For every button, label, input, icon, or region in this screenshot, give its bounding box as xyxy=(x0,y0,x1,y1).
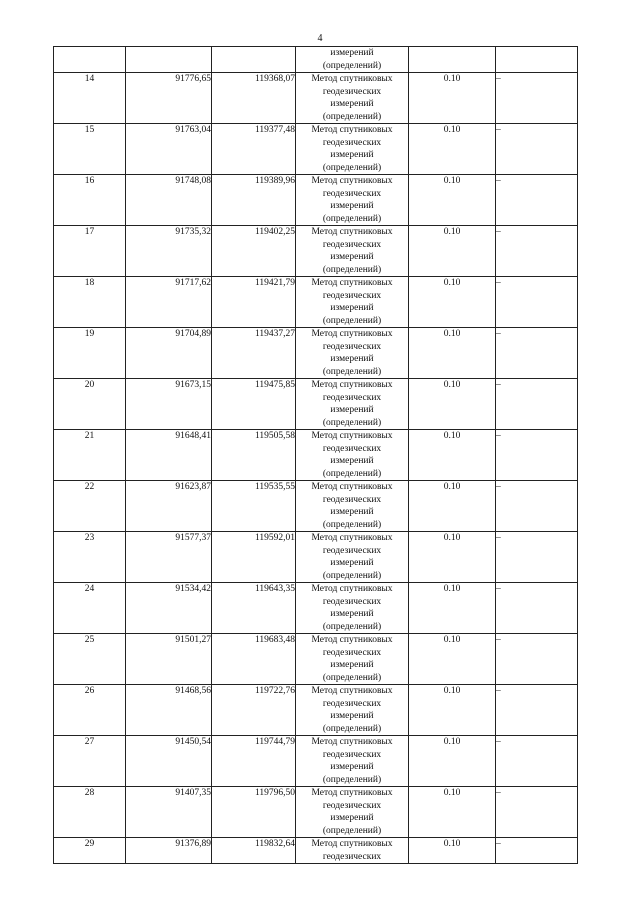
method-line: геодезических xyxy=(322,392,382,403)
table-row xyxy=(54,787,578,838)
cell-y: 119592,01 xyxy=(212,532,296,583)
cell-num: 25 xyxy=(54,634,126,685)
method-line: геодезических xyxy=(322,341,382,352)
method-line: (определений) xyxy=(322,111,382,122)
table-row xyxy=(54,736,578,787)
cell-num: 17 xyxy=(54,226,126,277)
cell-note: – xyxy=(496,838,578,864)
method-line: Метод спутниковых xyxy=(311,584,393,594)
cell-x: 91748,08 xyxy=(126,175,212,226)
coordinates-table xyxy=(53,46,578,864)
cell-method xyxy=(296,838,409,864)
method-line: (определений) xyxy=(322,468,382,479)
table-row xyxy=(54,685,578,736)
cell-accuracy: 0.10 xyxy=(409,124,496,175)
cell-y: 119389,96 xyxy=(212,175,296,226)
method-line: измерений xyxy=(330,762,374,772)
cell-method xyxy=(296,532,409,583)
method-line: геодезических xyxy=(322,800,382,811)
method-line: Метод спутниковых xyxy=(311,125,393,135)
method-line: (определений) xyxy=(322,825,382,836)
method-line: (определений) xyxy=(322,366,382,377)
method-line: (определений) xyxy=(322,162,382,173)
cell-accuracy: 0.10 xyxy=(409,379,496,430)
method-line: (определений) xyxy=(322,672,382,683)
cell-x: 91648,41 xyxy=(126,430,212,481)
cell-x: 91407,35 xyxy=(126,787,212,838)
cell-num: 14 xyxy=(54,73,126,124)
cell-x: 91577,37 xyxy=(126,532,212,583)
cell-method xyxy=(296,379,409,430)
method-line: (определений) xyxy=(322,315,382,326)
table-row xyxy=(54,226,578,277)
cell-y: 119437,27 xyxy=(212,328,296,379)
cell-num: 24 xyxy=(54,583,126,634)
method-line: геодезических xyxy=(322,290,382,301)
cell-method xyxy=(296,226,409,277)
cell-num xyxy=(54,47,126,73)
cell-y: 119535,55 xyxy=(212,481,296,532)
method-line: (определений) xyxy=(322,264,382,275)
method-line: (определений) xyxy=(322,417,382,428)
cell-accuracy: 0.10 xyxy=(409,583,496,634)
cell-x: 91717,62 xyxy=(126,277,212,328)
cell-num: 21 xyxy=(54,430,126,481)
method-line: (определений) xyxy=(322,774,382,785)
method-line: измерений xyxy=(330,303,374,313)
cell-method xyxy=(296,277,409,328)
cell-note: – xyxy=(496,787,578,838)
cell-num: 19 xyxy=(54,328,126,379)
method-line: измерений xyxy=(330,150,374,160)
method-line: геодезических xyxy=(322,137,382,148)
method-line: геодезических xyxy=(322,749,382,760)
cell-x: 91673,15 xyxy=(126,379,212,430)
method-line: Метод спутниковых xyxy=(311,686,393,696)
method-line: измерений xyxy=(330,99,374,109)
cell-x: 91776,65 xyxy=(126,73,212,124)
cell-num: 16 xyxy=(54,175,126,226)
method-line: Метод спутниковых xyxy=(311,635,393,645)
method-line: Метод спутниковых xyxy=(311,482,393,492)
method-line: геодезических xyxy=(322,545,382,556)
method-line: измерений xyxy=(330,48,374,58)
cell-x: 91623,87 xyxy=(126,481,212,532)
cell-y: 119421,79 xyxy=(212,277,296,328)
cell-y: 119744,79 xyxy=(212,736,296,787)
cell-x: 91450,54 xyxy=(126,736,212,787)
table-row xyxy=(54,124,578,175)
cell-num: 22 xyxy=(54,481,126,532)
method-line: (определений) xyxy=(322,723,382,734)
method-line: Метод спутниковых xyxy=(311,227,393,237)
cell-method xyxy=(296,328,409,379)
method-line: геодезических xyxy=(322,698,382,709)
cell-note: – xyxy=(496,277,578,328)
method-line: измерений xyxy=(330,201,374,211)
cell-note: – xyxy=(496,328,578,379)
cell-num: 18 xyxy=(54,277,126,328)
table-row xyxy=(54,634,578,685)
method-line: измерений xyxy=(330,252,374,262)
cell-note: – xyxy=(496,379,578,430)
page-number: 4 xyxy=(317,33,323,44)
cell-note: – xyxy=(496,73,578,124)
cell-y: 119475,85 xyxy=(212,379,296,430)
cell-note: – xyxy=(496,124,578,175)
method-line: геодезических xyxy=(322,494,382,505)
method-line: измерений xyxy=(330,405,374,415)
cell-note: – xyxy=(496,481,578,532)
table-row xyxy=(54,481,578,532)
cell-accuracy: 0.10 xyxy=(409,481,496,532)
cell-method xyxy=(296,175,409,226)
cell-accuracy: 0.10 xyxy=(409,175,496,226)
method-line: геодезических xyxy=(322,86,382,97)
table-row xyxy=(54,277,578,328)
cell-num: 27 xyxy=(54,736,126,787)
cell-x xyxy=(126,47,212,73)
table-row xyxy=(54,430,578,481)
method-line: Метод спутниковых xyxy=(311,839,393,849)
cell-method xyxy=(296,73,409,124)
cell-note: – xyxy=(496,175,578,226)
method-line: измерений xyxy=(330,558,374,568)
table-row xyxy=(54,73,578,124)
cell-num: 15 xyxy=(54,124,126,175)
cell-num: 23 xyxy=(54,532,126,583)
cell-method xyxy=(296,634,409,685)
table-row xyxy=(54,532,578,583)
cell-method xyxy=(296,47,409,73)
cell-accuracy: 0.10 xyxy=(409,430,496,481)
cell-accuracy: 0.10 xyxy=(409,634,496,685)
method-line: Метод спутниковых xyxy=(311,533,393,543)
table-row xyxy=(54,838,578,864)
cell-x: 91735,32 xyxy=(126,226,212,277)
cell-accuracy xyxy=(409,47,496,73)
cell-accuracy: 0.10 xyxy=(409,277,496,328)
cell-x: 91376,89 xyxy=(126,838,212,864)
cell-accuracy: 0.10 xyxy=(409,787,496,838)
cell-y: 119402,25 xyxy=(212,226,296,277)
cell-accuracy: 0.10 xyxy=(409,73,496,124)
method-line: (определений) xyxy=(322,60,382,71)
cell-num: 28 xyxy=(54,787,126,838)
cell-note: – xyxy=(496,226,578,277)
cell-num: 29 xyxy=(54,838,126,864)
cell-y: 119796,50 xyxy=(212,787,296,838)
cell-y: 119683,48 xyxy=(212,634,296,685)
cell-accuracy: 0.10 xyxy=(409,736,496,787)
table-row xyxy=(54,175,578,226)
method-line: геодезических xyxy=(322,443,382,454)
cell-num: 20 xyxy=(54,379,126,430)
cell-accuracy: 0.10 xyxy=(409,685,496,736)
cell-y: 119368,07 xyxy=(212,73,296,124)
cell-note: – xyxy=(496,634,578,685)
cell-method xyxy=(296,685,409,736)
cell-note: – xyxy=(496,430,578,481)
cell-y xyxy=(212,47,296,73)
cell-method xyxy=(296,583,409,634)
cell-method xyxy=(296,124,409,175)
method-line: измерений xyxy=(330,609,374,619)
method-line: (определений) xyxy=(322,519,382,530)
cell-method xyxy=(296,430,409,481)
method-line: Метод спутниковых xyxy=(311,278,393,288)
cell-x: 91501,27 xyxy=(126,634,212,685)
table-row xyxy=(54,379,578,430)
cell-x: 91534,42 xyxy=(126,583,212,634)
method-line: (определений) xyxy=(322,213,382,224)
method-line: геодезических xyxy=(322,851,382,862)
cell-y: 119832,64 xyxy=(212,838,296,864)
method-line: Метод спутниковых xyxy=(311,788,393,798)
cell-x: 91763,04 xyxy=(126,124,212,175)
cell-note: – xyxy=(496,583,578,634)
cell-y: 119377,48 xyxy=(212,124,296,175)
method-line: Метод спутниковых xyxy=(311,431,393,441)
cell-note: – xyxy=(496,532,578,583)
method-line: геодезических xyxy=(322,647,382,658)
method-line: Метод спутниковых xyxy=(311,737,393,747)
cell-y: 119505,58 xyxy=(212,430,296,481)
table-row-continuation xyxy=(54,47,578,73)
method-line: геодезических xyxy=(322,239,382,250)
method-line: (определений) xyxy=(322,570,382,581)
cell-accuracy: 0.10 xyxy=(409,532,496,583)
cell-method xyxy=(296,787,409,838)
method-line: Метод спутниковых xyxy=(311,380,393,390)
method-line: измерений xyxy=(330,507,374,517)
method-line: измерений xyxy=(330,813,374,823)
cell-note xyxy=(496,47,578,73)
cell-method xyxy=(296,736,409,787)
cell-accuracy: 0.10 xyxy=(409,328,496,379)
method-line: измерений xyxy=(330,354,374,364)
cell-accuracy: 0.10 xyxy=(409,838,496,864)
cell-num: 26 xyxy=(54,685,126,736)
method-line: Метод спутниковых xyxy=(311,176,393,186)
cell-note: – xyxy=(496,736,578,787)
cell-accuracy: 0.10 xyxy=(409,226,496,277)
method-line: измерений xyxy=(330,456,374,466)
cell-y: 119643,35 xyxy=(212,583,296,634)
method-line: геодезических xyxy=(322,188,382,199)
cell-y: 119722,76 xyxy=(212,685,296,736)
method-line: измерений xyxy=(330,711,374,721)
method-line: геодезических xyxy=(322,596,382,607)
cell-x: 91468,56 xyxy=(126,685,212,736)
cell-x: 91704,89 xyxy=(126,328,212,379)
method-line: (определений) xyxy=(322,621,382,632)
table-row xyxy=(54,328,578,379)
method-line: Метод спутниковых xyxy=(311,74,393,84)
table-row xyxy=(54,583,578,634)
method-line: Метод спутниковых xyxy=(311,329,393,339)
method-line: измерений xyxy=(330,660,374,670)
cell-note: – xyxy=(496,685,578,736)
cell-method xyxy=(296,481,409,532)
